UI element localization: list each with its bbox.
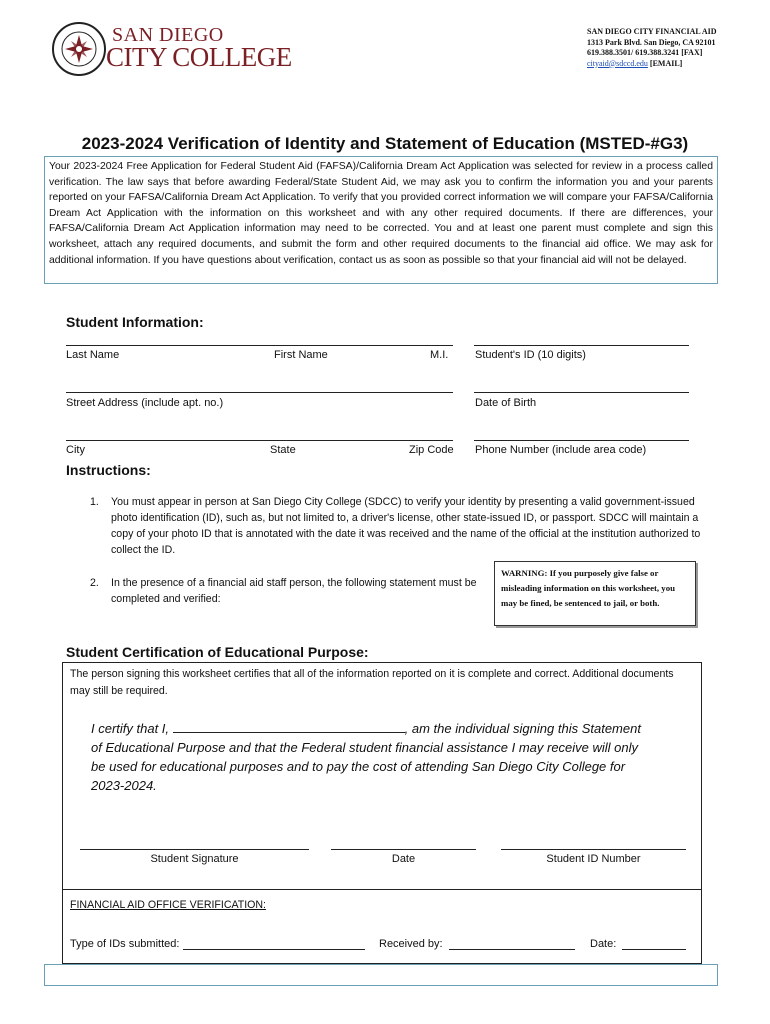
office-verification-heading: FINANCIAL AID OFFICE VERIFICATION: bbox=[70, 899, 267, 911]
certification-intro: The person signing this worksheet certifies that all of the information reported on it is complete and correct. Additional documents may still be required. bbox=[70, 668, 674, 697]
instructions-heading: Instructions: bbox=[66, 462, 151, 478]
office-line: SAN DIEGO CITY FINANCIAL AID bbox=[587, 27, 717, 36]
logo-text-city-college: CITY COLLEGE bbox=[106, 42, 292, 72]
instruction-number: 2. bbox=[90, 577, 99, 589]
statement-start: I certify that I, bbox=[91, 721, 170, 736]
instruction-number: 1. bbox=[90, 496, 99, 508]
intro-paragraph: Your 2023-2024 Free Application for Federal Student Aid (FAFSA)/California Dream Act Application was selected for review in a process called verification. The law says that before awarding Federal/State Student Aid, we may ask you to confirm the information you and your parents reported on your FAFSA/California Dream Act Application. To verify that you provided correct information we will compare your FAFSA/California Dream Act Application with the information on this worksheet and with any other required documents. If there are differences, your FAFSA/California Dream Act Application information may need to be corrected. You and at least one parent must complete and sign this worksheet, attach any required documents, and submit the form and other required documents to the financial aid office. We may ask for additional information. If you have questions about verification, contact us as soon as possible so that your financial aid will not be delayed. bbox=[44, 156, 718, 284]
mi-label: M.I. bbox=[430, 349, 449, 361]
instruction-item-2: In the presence of a financial aid staff person, the following statement must be completed and verified: bbox=[111, 577, 477, 605]
office-date-line[interactable] bbox=[622, 949, 686, 950]
phone-label: Phone Number (include area code) bbox=[475, 444, 647, 456]
footer-box bbox=[44, 964, 718, 986]
street-address-line[interactable] bbox=[66, 392, 453, 393]
student-signature-label: Student Signature bbox=[150, 853, 239, 865]
office-line: 619.388.3501/ 619.388.3241 [FAX] bbox=[587, 48, 703, 57]
phone-line[interactable] bbox=[474, 440, 689, 441]
signer-name-blank[interactable] bbox=[173, 720, 405, 733]
date-line[interactable] bbox=[331, 849, 476, 850]
student-id-number-line[interactable] bbox=[501, 849, 686, 850]
city-line[interactable] bbox=[66, 440, 453, 441]
dob-line[interactable] bbox=[474, 392, 689, 393]
first-name-label: First Name bbox=[274, 349, 328, 361]
office-line: 1313 Park Blvd. San Diego, CA 92101 bbox=[587, 37, 716, 47]
city-label: City bbox=[66, 444, 85, 456]
state-label: State bbox=[270, 444, 296, 456]
student-signature-line[interactable] bbox=[80, 849, 309, 850]
zip-label: Zip Code bbox=[409, 444, 454, 456]
email-link[interactable]: cityaid@sdccd.edu bbox=[587, 58, 648, 68]
college-seal-logo bbox=[52, 22, 106, 76]
office-address-block bbox=[587, 27, 717, 69]
certification-box bbox=[62, 662, 702, 964]
name-line[interactable] bbox=[66, 345, 453, 346]
date-label: Date bbox=[391, 853, 416, 865]
student-id-label: Student's ID (10 digits) bbox=[475, 349, 586, 361]
instruction-item-1: You must appear in person at San Diego City College (SDCC) to verify your identity by presenting a valid government-issued photo identification (ID), such as, but not limited to, a driver's license, other state-issued ID, or passport. SDCC will maintain a copy of your photo ID that is annotated with the date it was received and the name of the official at the institution authorized to collect the ID. bbox=[111, 496, 701, 556]
type-of-ids-label: Type of IDs submitted: bbox=[70, 938, 180, 950]
dob-label: Date of Birth bbox=[475, 397, 537, 409]
certification-heading: Student Certification of Educational Purpose: bbox=[66, 644, 369, 660]
last-name-label: Last Name bbox=[66, 349, 120, 361]
student-id-number-label: Student ID Number bbox=[546, 853, 641, 865]
section-divider bbox=[62, 889, 702, 890]
page-title: 2023-2024 Verification of Identity and Statement of Education (MSTED-#G3) bbox=[81, 134, 689, 153]
statement-rest: , am the individual signing this Statement of Educational Purpose and that the Federal student financial assistance I may receive will only be used for educational purposes and to pay the cost of attending San Diego City College for 2023-2024. bbox=[91, 721, 641, 793]
received-by-line[interactable] bbox=[449, 949, 575, 950]
student-id-line[interactable] bbox=[474, 345, 689, 346]
logo-text-san-diego: SAN DIEGO bbox=[112, 24, 224, 46]
type-of-ids-line[interactable] bbox=[183, 949, 365, 950]
office-date-label: Date: bbox=[590, 938, 617, 950]
received-by-label: Received by: bbox=[379, 938, 443, 950]
certification-statement bbox=[91, 719, 651, 795]
street-address-label: Street Address (include apt. no.) bbox=[66, 397, 224, 409]
student-info-heading: Student Information: bbox=[66, 314, 204, 330]
email-suffix: [EMAIL] bbox=[647, 58, 683, 68]
warning-box: WARNING: If you purposely give false or misleading information on this worksheet, you may be fined, be sentenced to jail, or both. bbox=[494, 561, 696, 626]
